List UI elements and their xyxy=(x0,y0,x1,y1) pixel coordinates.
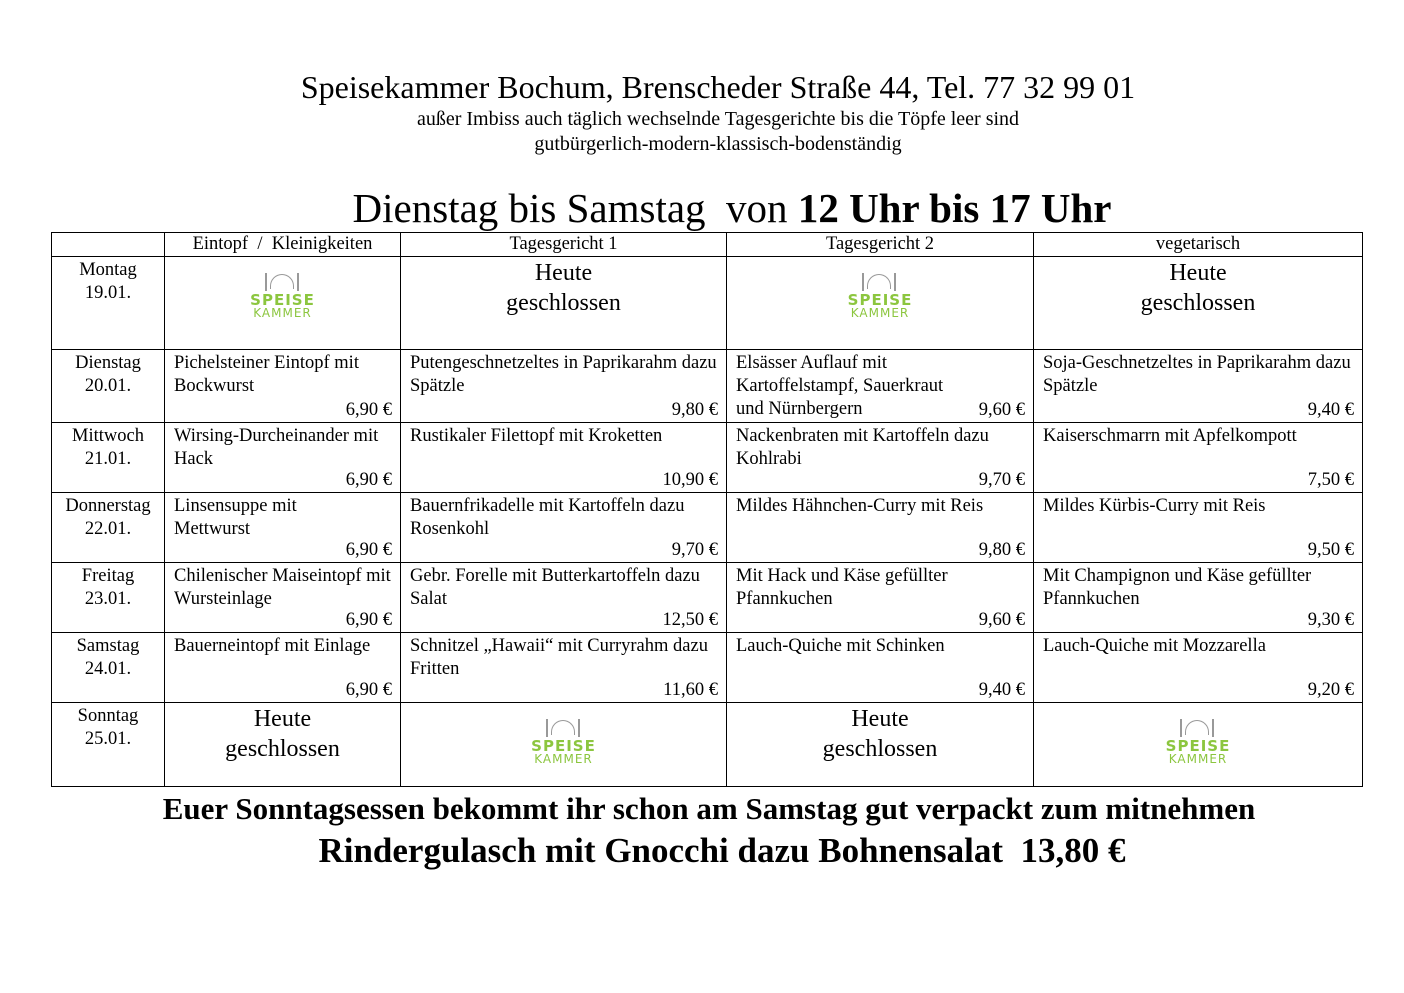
day-name: Montag xyxy=(79,260,137,280)
table-row xyxy=(52,633,1363,703)
table-row xyxy=(52,563,1363,633)
logo-word-2: KAMMER xyxy=(253,306,312,320)
dish-text: Pichelsteiner Eintopf mit Bockwurst xyxy=(174,353,359,396)
dish-price: 9,60 € xyxy=(978,610,1025,630)
speisekammer-logo xyxy=(526,717,602,765)
dish-cell xyxy=(1034,350,1363,423)
logo-word-1: SPEISE xyxy=(531,737,596,755)
dish-price: 9,20 € xyxy=(1307,680,1354,700)
header-tagesgericht-1: Tagesgericht 1 xyxy=(401,233,727,257)
fork-icon xyxy=(862,273,864,291)
dish-price: 6,90 € xyxy=(345,400,392,420)
day-name: Donnerstag xyxy=(65,496,151,516)
day-cell xyxy=(52,350,165,423)
plate-icon xyxy=(270,274,294,289)
sunday-dish: Rindergulasch mit Gnocchi dazu Bohnensalat 13,80 € xyxy=(318,831,1126,870)
knife-icon xyxy=(1212,719,1214,737)
closed-cell xyxy=(727,703,1034,787)
dish-cell xyxy=(1034,633,1363,703)
dish-cell xyxy=(165,493,401,563)
speisekammer-logo xyxy=(245,271,321,319)
table-row xyxy=(52,493,1363,563)
dish-cell xyxy=(1034,493,1363,563)
dish-price: 11,60 € xyxy=(663,680,718,700)
dish-cell xyxy=(401,633,727,703)
restaurant-title: Speisekammer Bochum, Brenscheder Straße 44, Tel. 77 32 99 01 xyxy=(300,69,1136,105)
logo-word-1: SPEISE xyxy=(250,291,315,309)
closed-cell xyxy=(401,257,727,350)
opening-hours xyxy=(0,183,1404,233)
dish-text: Elsässer Auflauf mit Kartoffelstampf, Sauerkraut und Nürnbergern xyxy=(736,353,944,419)
dish-text: Soja-Geschnetzeltes in Paprikarahm dazu Spätzle xyxy=(1043,353,1351,396)
logo-cell xyxy=(1034,703,1363,787)
day-cell xyxy=(52,257,165,350)
day-cell xyxy=(52,633,165,703)
table-row xyxy=(52,423,1363,493)
day-date: 20.01. xyxy=(84,376,132,396)
sunday-notice: Euer Sonntagsessen bekommt ihr schon am Samstag gut verpackt zum mitnehmen xyxy=(162,791,1256,826)
closed-line-2: geschlossen xyxy=(822,736,938,762)
dish-cell xyxy=(165,350,401,423)
subtitle-line-1: außer Imbiss auch täglich wechselnde Tagesgerichte bis die Töpfe leer sind xyxy=(416,108,1020,130)
table-header-row xyxy=(52,233,1363,257)
dish-text: Mit Champignon und Käse gefüllter Pfannkuchen xyxy=(1043,566,1312,609)
logo-word-1: SPEISE xyxy=(1165,737,1231,755)
knife-icon xyxy=(894,273,896,291)
opening-hours-days: Dienstag bis Samstag von xyxy=(352,185,798,231)
dish-cell xyxy=(401,423,727,493)
closed-line-2: geschlossen xyxy=(225,736,340,762)
dish-price: 9,40 € xyxy=(1307,400,1354,420)
table-row xyxy=(52,257,1363,350)
closed-cell xyxy=(1034,257,1363,350)
dish-price: 9,70 € xyxy=(671,540,718,560)
day-cell xyxy=(52,563,165,633)
dish-cell xyxy=(727,633,1034,703)
logo-word-1: SPEISE xyxy=(847,291,913,309)
knife-icon xyxy=(578,719,580,737)
day-date: 23.01. xyxy=(84,589,132,609)
dish-cell xyxy=(727,493,1034,563)
dish-cell xyxy=(401,563,727,633)
dish-text: Linsensuppe mit Mettwurst xyxy=(174,496,297,539)
day-date: 21.01. xyxy=(84,449,132,469)
dish-cell xyxy=(401,493,727,563)
dish-cell xyxy=(165,633,401,703)
dish-text: Rustikaler Filettopf mit Kroketten xyxy=(410,426,663,446)
dish-price: 10,90 € xyxy=(662,470,718,490)
closed-line-1: Heute xyxy=(253,706,312,732)
day-name: Sonntag xyxy=(77,706,139,726)
dish-text: Mildes Hähnchen-Curry mit Reis xyxy=(736,496,984,516)
dish-cell xyxy=(165,563,401,633)
plate-icon xyxy=(1185,720,1209,735)
table-row xyxy=(52,703,1363,787)
subtitle-line-2: gutbürgerlich-modern-klassisch-bodenständig xyxy=(534,133,902,155)
dish-text: Schnitzel „Hawaii“ mit Curryrahm dazu Fritten xyxy=(410,636,708,679)
dish-text: Lauch-Quiche mit Mozzarella xyxy=(1043,636,1266,656)
logo-word-2: KAMMER xyxy=(534,752,593,766)
dish-text: Putengeschnetzeltes in Paprikarahm dazu Spätzle xyxy=(410,353,717,396)
dish-price: 9,40 € xyxy=(978,680,1025,700)
fork-icon xyxy=(265,273,267,291)
dish-text: Bauernfrikadelle mit Kartoffeln dazu Rosenkohl xyxy=(410,496,685,539)
dish-price: 9,80 € xyxy=(978,540,1025,560)
dish-cell xyxy=(165,423,401,493)
dish-price: 9,60 € xyxy=(978,400,1025,420)
dish-price: 7,50 € xyxy=(1307,470,1354,490)
closed-cell xyxy=(165,703,401,787)
day-cell xyxy=(52,703,165,787)
day-name: Samstag xyxy=(76,636,140,656)
speisekammer-logo xyxy=(842,271,918,319)
header-day xyxy=(52,233,165,257)
day-date: 25.01. xyxy=(84,729,132,749)
dish-text: Wirsing-Durcheinander mit Hack xyxy=(174,426,379,469)
dish-cell xyxy=(727,350,1034,423)
day-name: Freitag xyxy=(81,566,135,586)
dish-price: 9,50 € xyxy=(1307,540,1354,560)
header-vegetarisch: vegetarisch xyxy=(1034,233,1363,257)
day-name: Mittwoch xyxy=(72,426,144,446)
dish-price: 6,90 € xyxy=(345,610,392,630)
dish-cell xyxy=(401,350,727,423)
dish-price: 12,50 € xyxy=(662,610,718,630)
day-date: 24.01. xyxy=(84,659,132,679)
dish-text: Kaiserschmarrn mit Apfelkompott xyxy=(1043,426,1297,446)
fork-icon xyxy=(546,719,548,737)
day-name: Dienstag xyxy=(75,353,141,373)
logo-cell xyxy=(727,257,1034,350)
day-cell xyxy=(52,423,165,493)
dish-text: Lauch-Quiche mit Schinken xyxy=(736,636,945,656)
closed-line-2: geschlossen xyxy=(1140,290,1256,316)
dish-cell xyxy=(1034,423,1363,493)
dish-text: Chilenischer Maiseintopf mit Wursteinlage xyxy=(174,566,391,609)
day-cell xyxy=(52,493,165,563)
plate-icon xyxy=(551,720,575,735)
opening-hours-time: 12 Uhr bis 17 Uhr xyxy=(797,185,1112,231)
closed-line-1: Heute xyxy=(851,706,909,732)
dish-cell xyxy=(1034,563,1363,633)
closed-line-2: geschlossen xyxy=(506,290,621,316)
dish-text: Mildes Kürbis-Curry mit Reis xyxy=(1043,496,1266,516)
weekly-menu-table xyxy=(51,232,1363,787)
dish-text: Gebr. Forelle mit Butterkartoffeln dazu Salat xyxy=(410,566,700,609)
header-eintopf: Eintopf / Kleinigkeiten xyxy=(165,233,401,257)
day-date: 19.01. xyxy=(84,283,132,303)
fork-icon xyxy=(1180,719,1182,737)
logo-word-2: KAMMER xyxy=(850,306,910,320)
speisekammer-logo xyxy=(1160,717,1236,765)
dish-cell xyxy=(727,563,1034,633)
logo-word-2: KAMMER xyxy=(1168,752,1228,766)
header-tagesgericht-2: Tagesgericht 2 xyxy=(727,233,1034,257)
dish-text: Mit Hack und Käse gefüllter Pfannkuchen xyxy=(736,566,948,609)
closed-line-1: Heute xyxy=(534,260,593,286)
dish-cell xyxy=(727,423,1034,493)
dish-price: 9,30 € xyxy=(1307,610,1354,630)
dish-price: 6,90 € xyxy=(345,470,392,490)
dish-price: 6,90 € xyxy=(345,540,392,560)
plate-icon xyxy=(867,274,891,289)
closed-line-1: Heute xyxy=(1169,260,1227,286)
dish-price: 9,80 € xyxy=(671,400,718,420)
day-date: 22.01. xyxy=(84,519,132,539)
dish-price: 6,90 € xyxy=(345,680,392,700)
table-row xyxy=(52,350,1363,423)
knife-icon xyxy=(297,273,299,291)
dish-text: Nackenbraten mit Kartoffeln dazu Kohlrabi xyxy=(736,426,989,469)
dish-text: Bauerneintopf mit Einlage xyxy=(174,636,371,656)
logo-cell xyxy=(165,257,401,350)
dish-price: 9,70 € xyxy=(978,470,1025,490)
logo-cell xyxy=(401,703,727,787)
